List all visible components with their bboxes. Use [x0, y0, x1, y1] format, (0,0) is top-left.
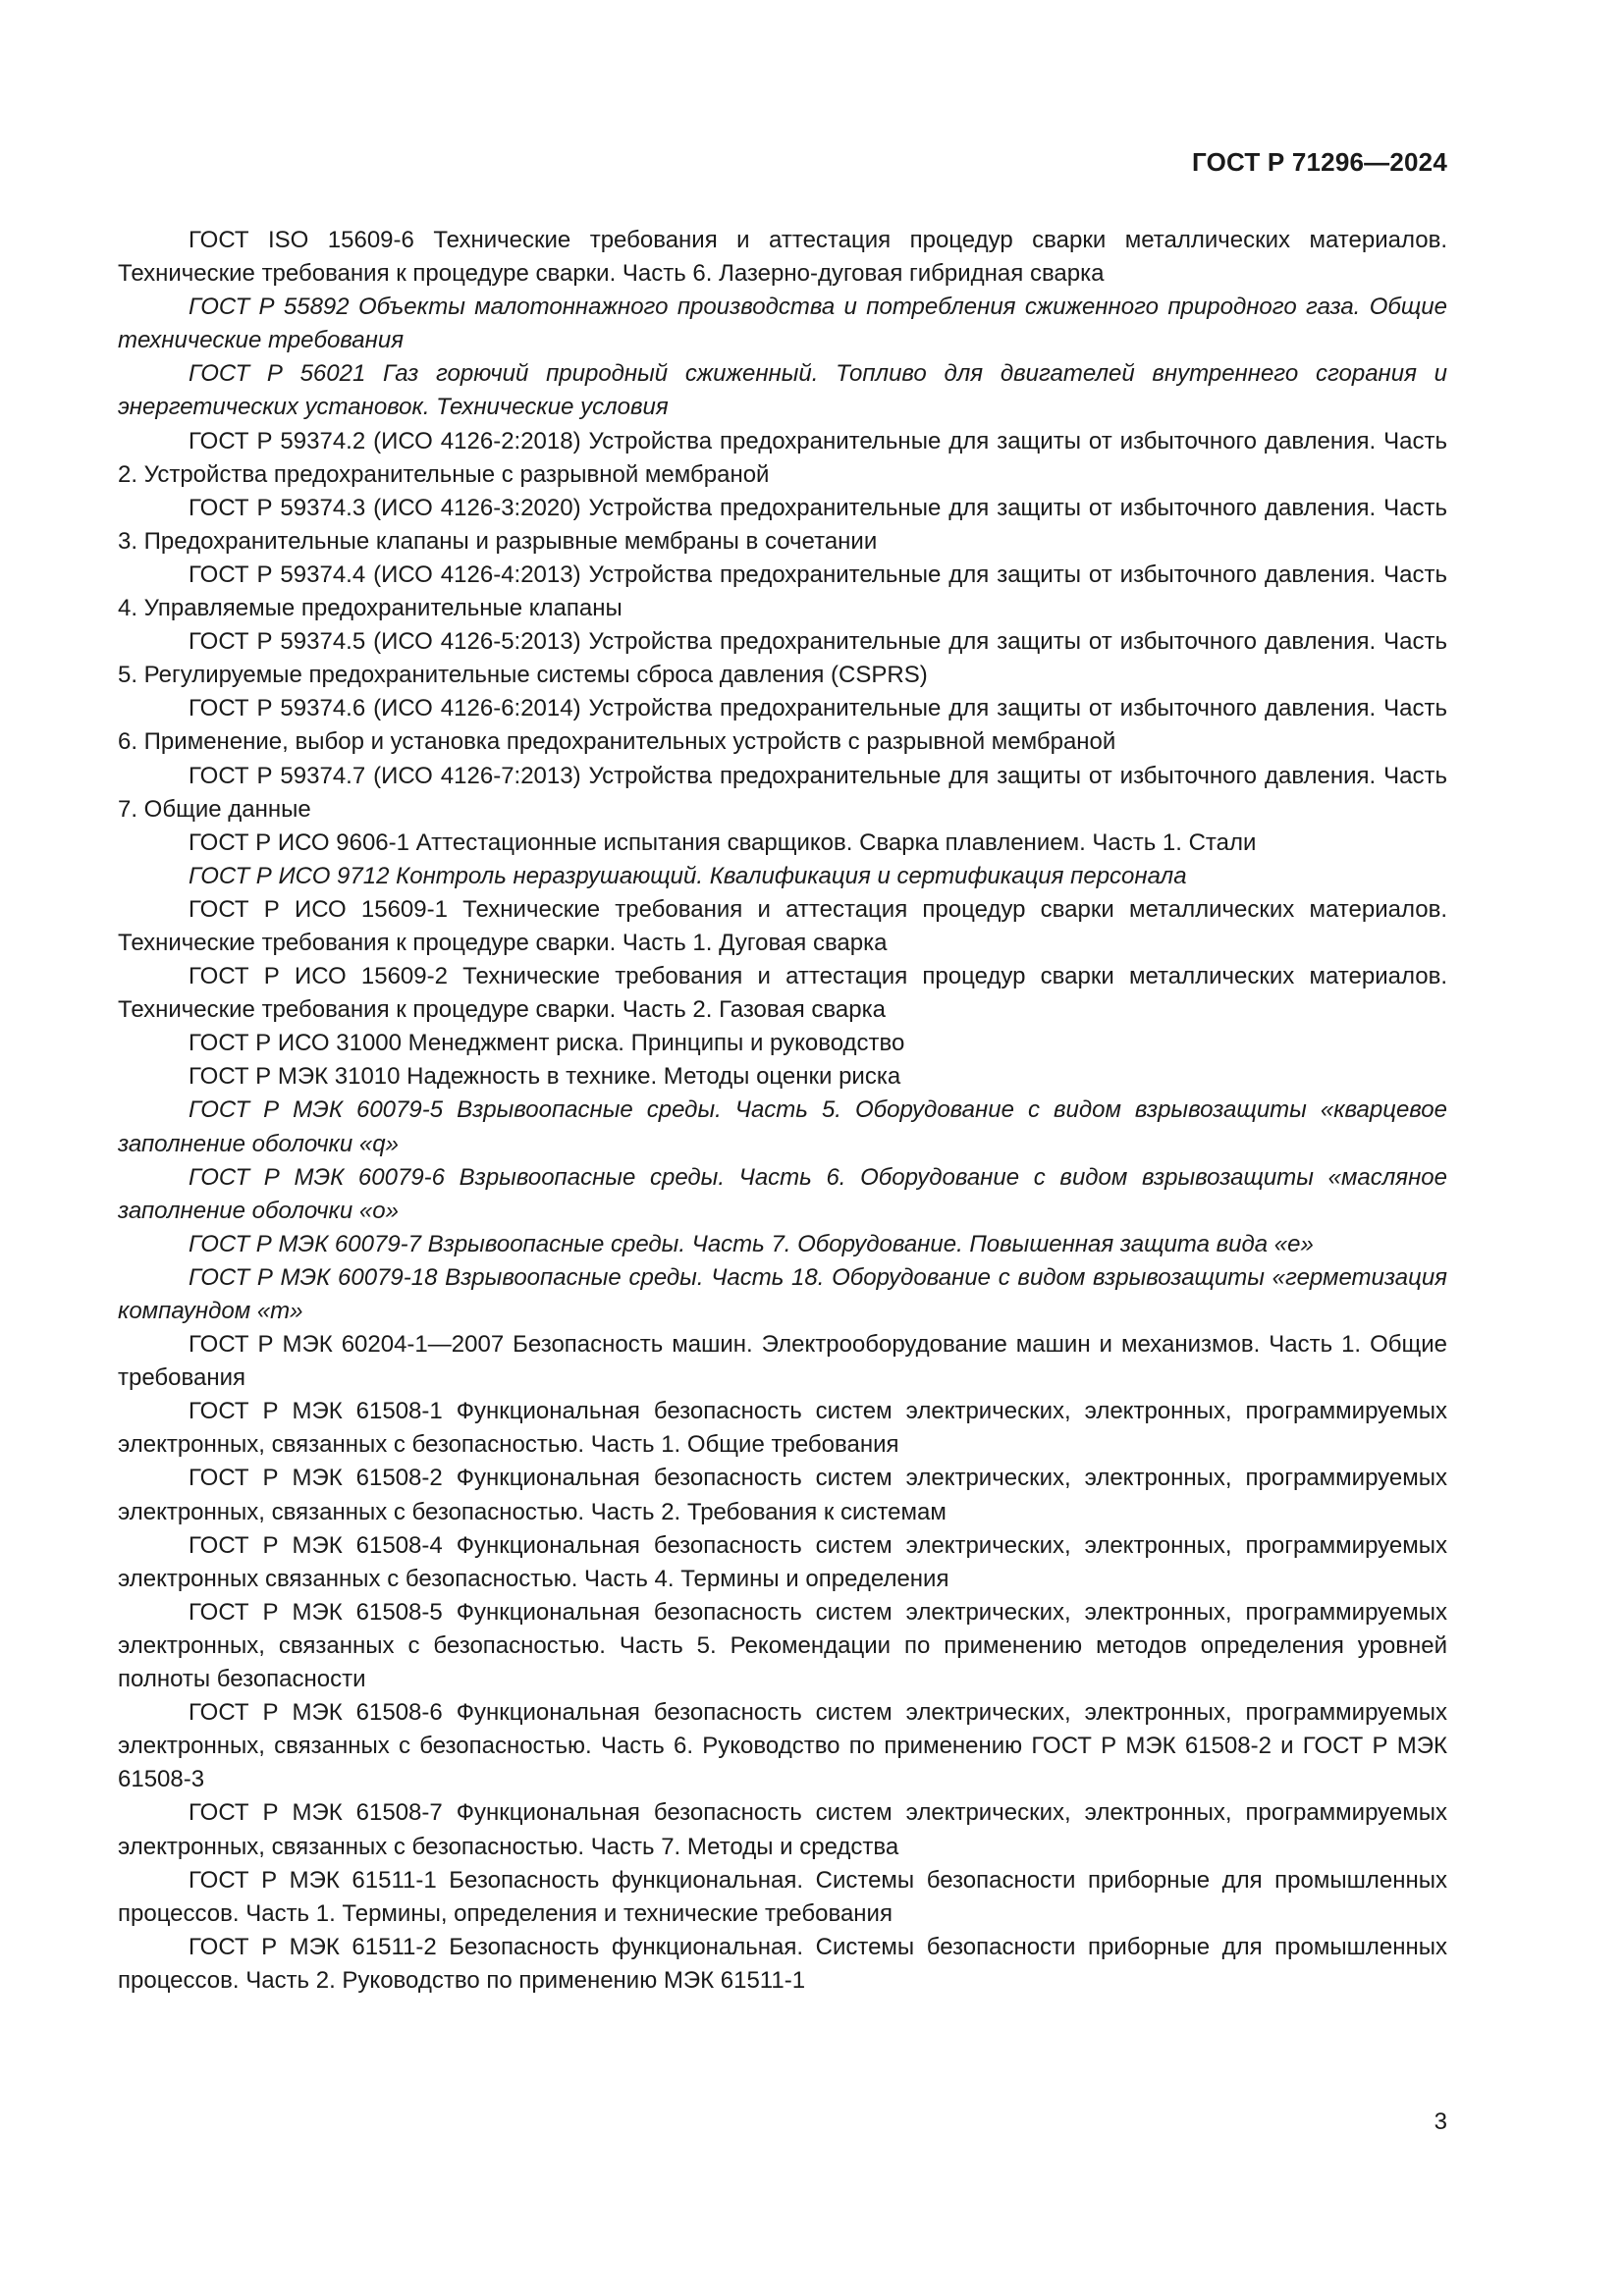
- reference-item: ГОСТ Р ИСО 15609-1 Технические требования и аттестация процедур сварки металлических материалов. Технические требования к процедуре сварки. Часть 1. Дуговая сварка: [118, 895, 1447, 956]
- reference-item: ГОСТ Р 59374.7 (ИСО 4126-7:2013) Устройства предохранительные для защиты от избыточного давления. Часть 7. Общие данные: [118, 762, 1447, 823]
- reference-item: ГОСТ Р 59374.4 (ИСО 4126-4:2013) Устройства предохранительные для защиты от избыточного давления. Часть 4. Управляемые предохранительные клапаны: [118, 561, 1447, 622]
- reference-item: ГОСТ Р МЭК 60204-1—2007 Безопасность машин. Электрооборудование машин и механизмов. Часть 1. Общие требования: [118, 1331, 1447, 1392]
- reference-item: ГОСТ Р МЭК 60079-18 Взрывоопасные среды. Часть 18. Оборудование с видом взрывозащиты «герметизация компаундом «m»: [118, 1263, 1447, 1324]
- reference-item: ГОСТ Р 59374.2 (ИСО 4126-2:2018) Устройства предохранительные для защиты от избыточного давления. Часть 2. Устройства предохранительные с разрывной мембраной: [118, 427, 1447, 488]
- reference-item: ГОСТ Р МЭК 61508-4 Функциональная безопасность систем электрических, электронных, программируемых электронных связанных с безопасностью. Часть 4. Термины и определения: [118, 1531, 1447, 1592]
- reference-item: ГОСТ Р 55892 Объекты малотоннажного производства и потребления сжиженного природного газа. Общие технические требования: [118, 294, 1447, 354]
- reference-item: ГОСТ Р МЭК 60079-5 Взрывоопасные среды. Часть 5. Оборудование с видом взрывозащиты «кварцевое заполнение оболочки «q»: [118, 1096, 1447, 1157]
- reference-item: ГОСТ Р ИСО 31000 Менеджмент риска. Принципы и руководство: [189, 1030, 905, 1057]
- reference-item: ГОСТ Р МЭК 61508-7 Функциональная безопасность систем электрических, электронных, программируемых электронных, связанных с безопасностью. Часть 7. Методы и средства: [118, 1799, 1447, 1860]
- reference-item: ГОСТ ISO 15609-6 Технические требования и аттестация процедур сварки металлических материалов. Технические требования к процедуре сварки. Часть 6. Лазерно-дуговая гибридная сварка: [118, 227, 1447, 288]
- reference-item: ГОСТ Р МЭК 61508-1 Функциональная безопасность систем электрических, электронных, программируемых электронных, связанных с безопасностью. Часть 1. Общие требования: [118, 1398, 1447, 1459]
- reference-item: ГОСТ Р ИСО 9606-1 Аттестационные испытания сварщиков. Сварка плавлением. Часть 1. Стали: [189, 828, 1257, 856]
- reference-item: ГОСТ Р МЭК 60079-7 Взрывоопасные среды. Часть 7. Оборудование. Повышенная защита вида «е»: [189, 1230, 1314, 1257]
- page-number: 3: [1434, 2109, 1447, 2135]
- reference-item: ГОСТ Р МЭК 61508-6 Функциональная безопасность систем электрических, электронных, программируемых электронных, связанных с безопасностью. Часть 6. Руководство по применению ГОСТ Р МЭК 61508-2 и ГОСТ Р МЭК 61508-3: [118, 1699, 1447, 1793]
- reference-item: ГОСТ Р МЭК 61511-1 Безопасность функциональная. Системы безопасности приборные для промышленных процессов. Часть 1. Термины, определения и технические требования: [118, 1866, 1447, 1927]
- reference-item: ГОСТ Р МЭК 61508-2 Функциональная безопасность систем электрических, электронных, программируемых электронных, связанных с безопасностью. Часть 2. Требования к системам: [118, 1465, 1447, 1525]
- document-code-header: ГОСТ Р 71296—2024: [1192, 147, 1447, 177]
- reference-item: ГОСТ Р 59374.3 (ИСО 4126-3:2020) Устройства предохранительные для защиты от избыточного давления. Часть 3. Предохранительные клапаны и разрывные мембраны в сочетании: [118, 494, 1447, 555]
- reference-item: ГОСТ Р МЭК 61508-5 Функциональная безопасность систем электрических, электронных, программируемых электронных, связанных с безопасностью. Часть 5. Рекомендации по применению методов определения уровней полноты безопасности: [118, 1598, 1447, 1693]
- normative-references-list: [118, 224, 1447, 1998]
- reference-item: ГОСТ Р ИСО 9712 Контроль неразрушающий. Квалификация и сертификация персонала: [189, 862, 1187, 889]
- reference-item: ГОСТ Р МЭК 61511-2 Безопасность функциональная. Системы безопасности приборные для промышленных процессов. Часть 2. Руководство по применению МЭК 61511-1: [118, 1933, 1447, 1994]
- reference-item: ГОСТ Р 59374.6 (ИСО 4126-6:2014) Устройства предохранительные для защиты от избыточного давления. Часть 6. Применение, выбор и установка предохранительных устройств с разрывной мембраной: [118, 695, 1447, 756]
- reference-item: ГОСТ Р ИСО 15609-2 Технические требования и аттестация процедур сварки металлических материалов. Технические требования к процедуре сварки. Часть 2. Газовая сварка: [118, 963, 1447, 1024]
- reference-item: ГОСТ Р 59374.5 (ИСО 4126-5:2013) Устройства предохранительные для защиты от избыточного давления. Часть 5. Регулируемые предохранительные системы сброса давления (CSPRS): [118, 628, 1447, 689]
- reference-item: ГОСТ Р 56021 Газ горючий природный сжиженный. Топливо для двигателей внутреннего сгорания и энергетических установок. Технические условия: [118, 360, 1447, 421]
- reference-item: ГОСТ Р МЭК 60079-6 Взрывоопасные среды. Часть 6. Оборудование с видом взрывозащиты «масляное заполнение оболочки «o»: [118, 1163, 1447, 1224]
- reference-item: ГОСТ Р МЭК 31010 Надежность в технике. Методы оценки риска: [189, 1063, 901, 1091]
